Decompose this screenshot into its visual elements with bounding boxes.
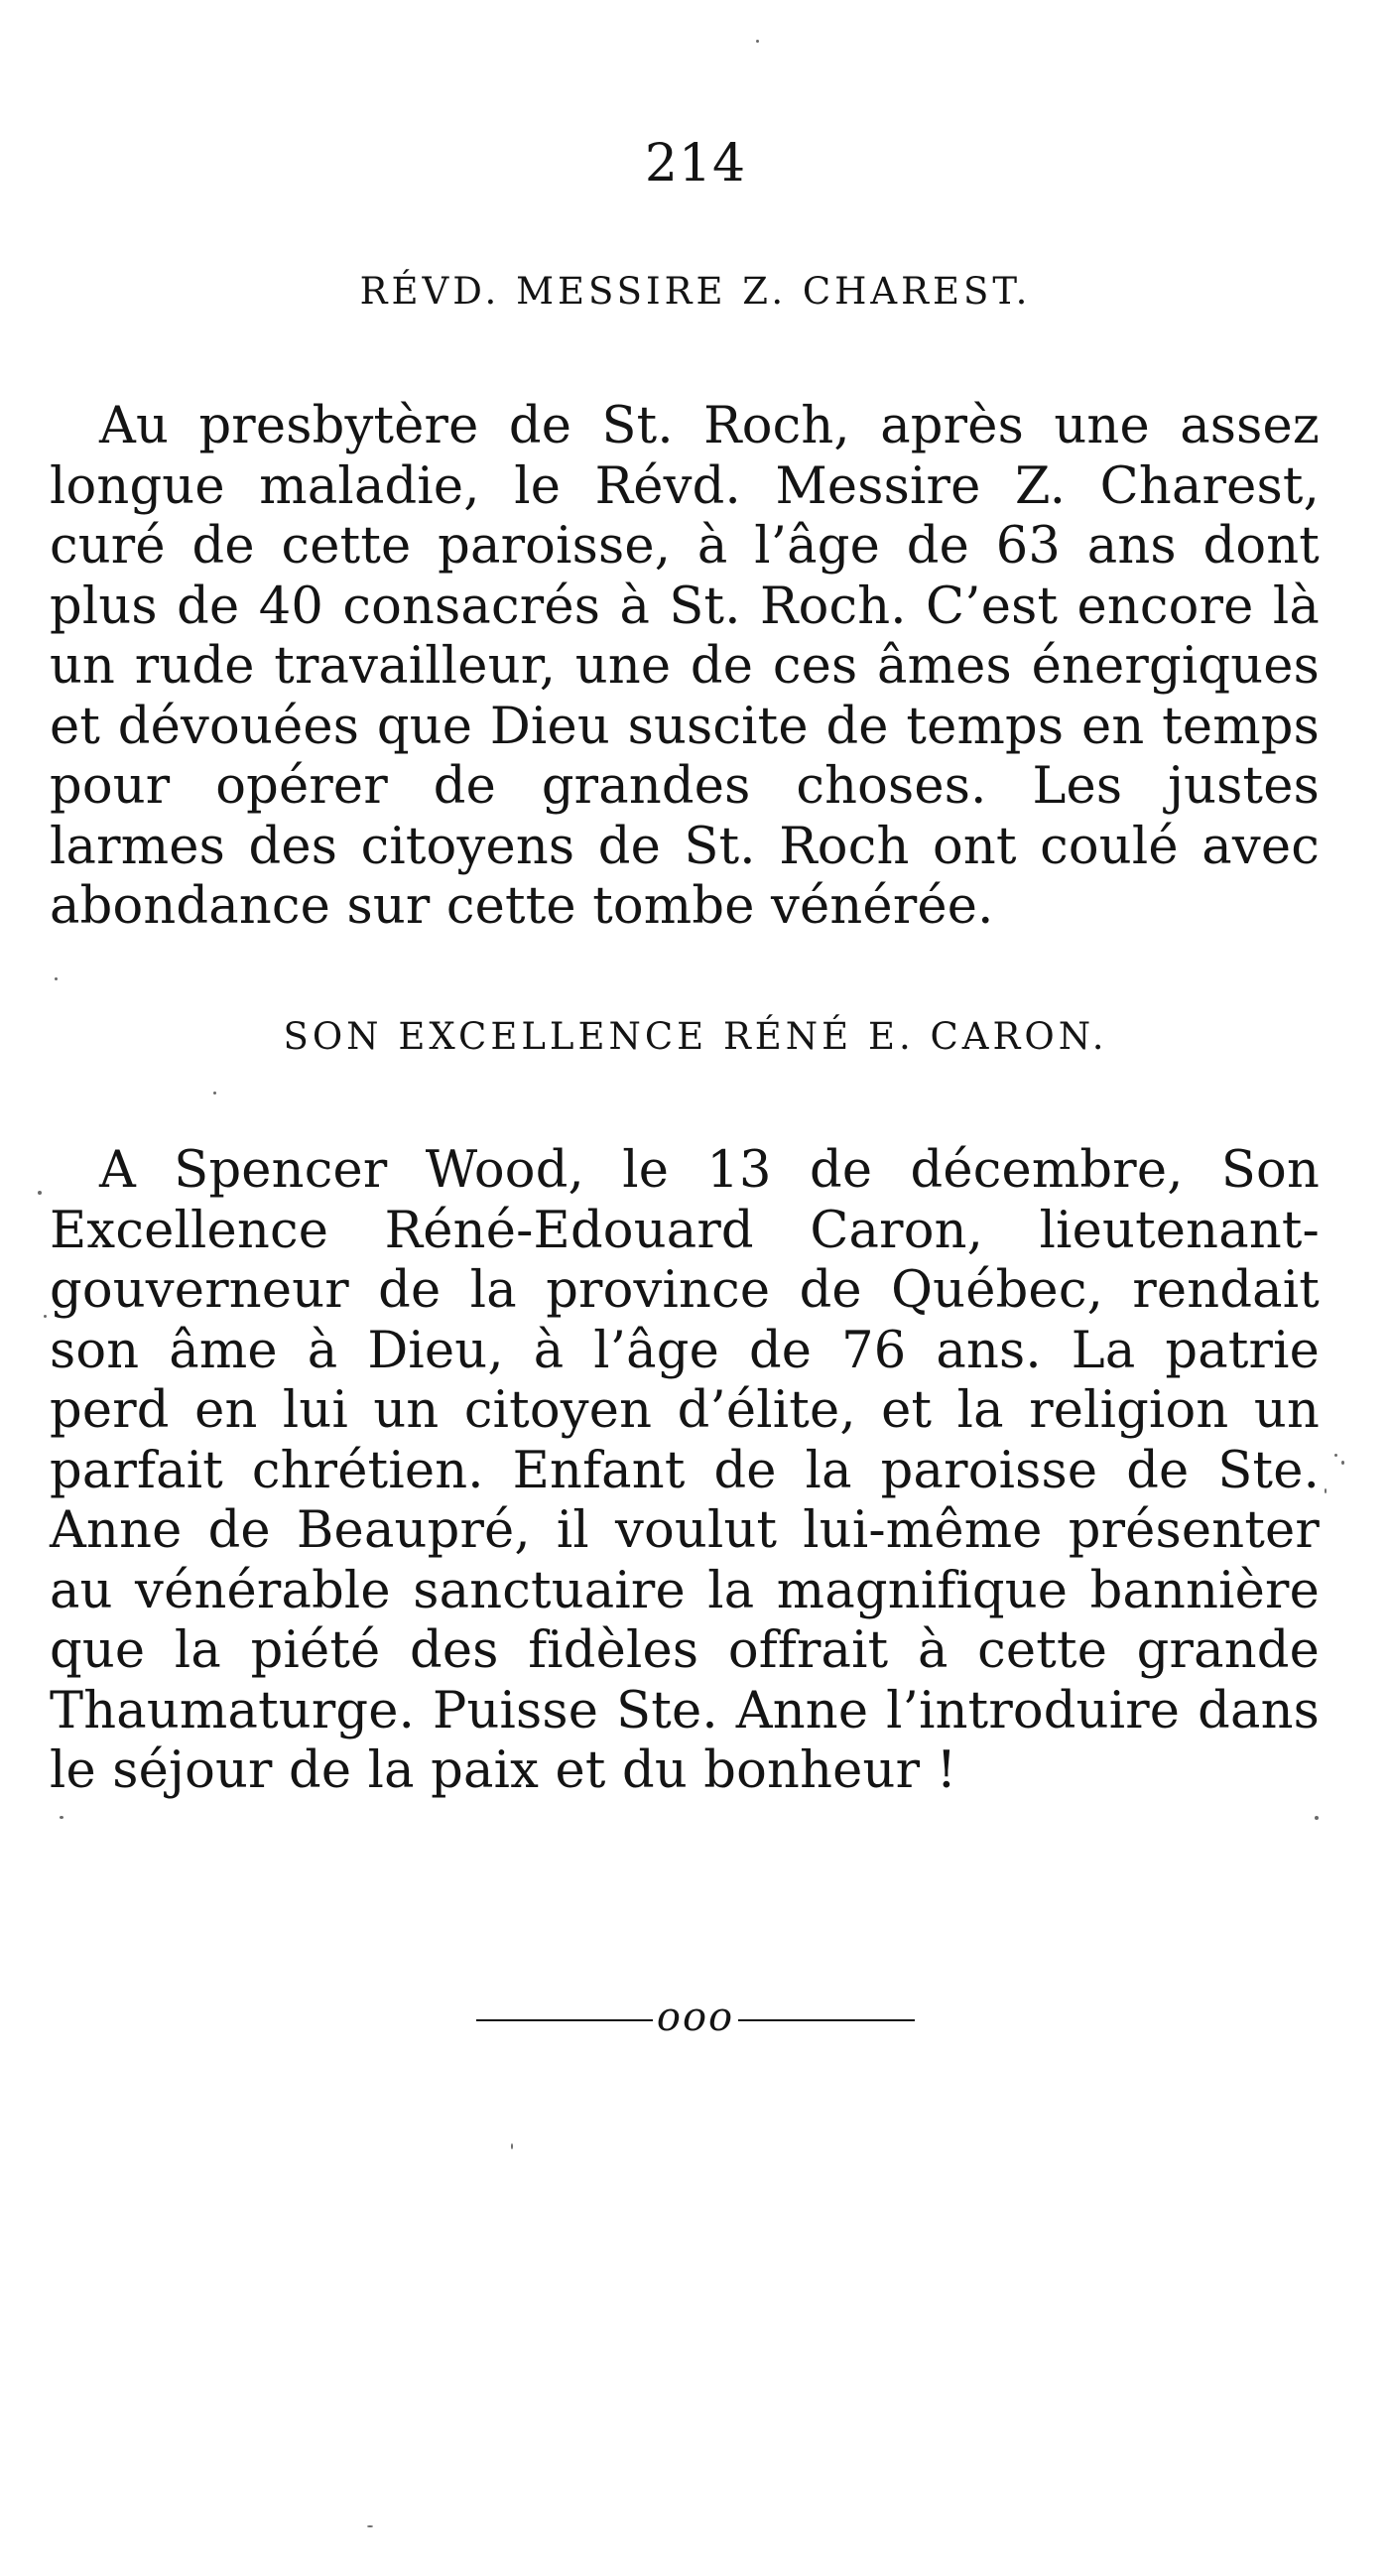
end-rule-right bbox=[738, 2019, 915, 2021]
print-speck bbox=[38, 1191, 42, 1195]
end-ornament bbox=[0, 1995, 1391, 2040]
section-heading-charest: RÉVD. MESSIRE Z. CHAREST. bbox=[359, 270, 1032, 313]
print-speck bbox=[1334, 1454, 1337, 1457]
print-speck bbox=[1341, 1461, 1344, 1465]
end-rule-left bbox=[476, 2019, 653, 2021]
print-speck bbox=[367, 2525, 373, 2527]
print-speck bbox=[1325, 1488, 1327, 1493]
print-speck bbox=[1315, 1816, 1319, 1820]
paragraph-charest bbox=[50, 397, 1320, 938]
print-speck bbox=[60, 1816, 63, 1819]
end-mark-text: ooo bbox=[656, 1995, 735, 2040]
print-speck bbox=[756, 40, 759, 43]
paragraph-caron bbox=[50, 1141, 1320, 1802]
print-speck bbox=[213, 1092, 216, 1095]
paragraph-charest-text: Au presbytère de St. Roch, après une assez longue maladie, le Révd. Messire Z. Charest, curé de cette paroisse, à l’âge de 63 ans dont plus de 40 consacrés à St. Roch. C’est encore là un rude travailleur, une de ces âmes énergiques et dévouées que Dieu suscite de temps en temps pour opérer de grandes choses. Les justes larmes des citoyens de St. Roch ont coulé avec abondance sur cette tombe vénérée. bbox=[50, 397, 1320, 936]
page-number: 214 bbox=[644, 134, 747, 193]
section-heading-caron: SON EXCELLENCE RÉNÉ E. CARON. bbox=[283, 1015, 1108, 1058]
print-speck bbox=[44, 1315, 47, 1318]
print-speck bbox=[55, 977, 58, 980]
print-speck bbox=[511, 2143, 513, 2149]
paragraph-caron-text: A Spencer Wood, le 13 de décembre, Son Excellence Réné-Edouard Caron, lieutenant-gouverneur de la province de Québec, rendait son âme à Dieu, à l’âge de 76 ans. La patrie perd en lui un citoyen d’élite, et la religion un parfait chrétien. Enfant de la paroisse de Ste. Anne de Beaupré, il voulut lui-même présenter au vénérable sanctuaire la magnifique bannière que la piété des fidèles offrait à cette grande Thaumaturge. Puisse Ste. Anne l’introduire dans le séjour de la paix et du bonheur ! bbox=[50, 1141, 1320, 1800]
